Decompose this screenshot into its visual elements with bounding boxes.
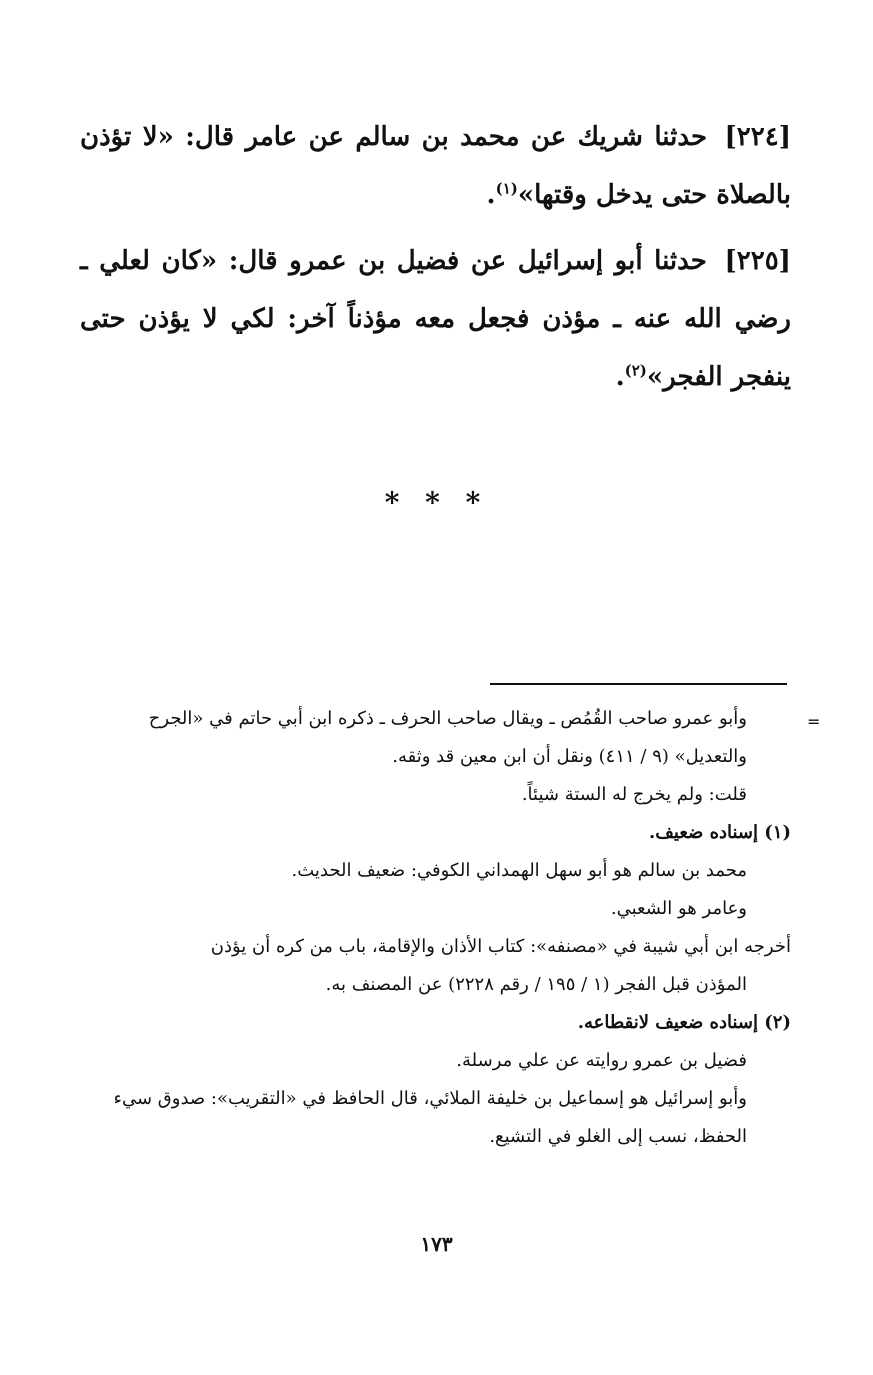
footnote-line: أخرجه ابن أبي شيبة في «مصنفه»: كتاب الأذان والإقامة، باب من كره أن يؤذن [210,936,791,957]
footnote-divider [490,683,787,685]
footnote-ref[interactable]: (١) [495,179,518,198]
footnote-line: وأبو إسرائيل هو إسماعيل بن خليفة الملائي، قال الحافظ في «التقريب»: صدوق سيء [113,1088,747,1109]
footnote-line: وأبو عمرو صاحب القُمُص ـ ويقال صاحب الحرف ـ ذكره ابن أبي حاتم في «الجرح [148,708,747,729]
footnote-line: المؤذن قبل الفجر (١ / ١٩٥ / رقم ٢٢٢٨) عن المصنف به. [325,974,747,995]
footnote-continuation-mark: = [807,712,821,731]
footnote-line: والتعديل» (٩ / ٤١١) ونقل أن ابن معين قد وثقه. [392,746,747,767]
hadith-number: [٢٢٥] [724,246,791,276]
footnote-line: محمد بن سالم هو أبو سهل الهمداني الكوفي: ضعيف الحديث. [291,860,747,881]
footnote-line: وعامر هو الشعبي. [610,898,747,919]
footnote-line: قلت: ولم يخرج له الستة شيئاً. [521,784,747,805]
footnote-heading: (١) إسناده ضعيف. [649,822,791,843]
sentence-end: . [486,180,496,210]
hadith-225 [80,232,791,406]
hadith-text: حدثنا أبو إسرائيل عن فضيل بن عمرو قال: «كان لعلي ـ رضي الله عنه ـ مؤذن فجعل معه مؤذناً آخر: لكي لا يؤذن حتى ينفجر الفجر» [80,246,791,392]
footnote-heading: (٢) إسناده ضعيف لانقطاعه. [577,1012,791,1033]
hadith-number: [٢٢٤] [724,122,791,152]
footnote-line: الحفظ، نسب إلى الغلو في التشيع. [489,1126,747,1147]
hadith-224 [80,108,791,224]
page-number: ١٧٣ [420,1232,453,1256]
footnotes [80,700,791,1156]
hadith-text: حدثنا شريك عن محمد بن سالم عن عامر قال: «لا تؤذن بالصلاة حتى يدخل وقتها» [80,122,791,210]
footnote-line: فضيل بن عمرو روايته عن علي مرسلة. [456,1050,747,1071]
footnote-ref[interactable]: (٢) [624,361,647,380]
section-separator: * * * [384,486,489,519]
sentence-end: . [615,362,625,392]
main-text [80,108,791,414]
